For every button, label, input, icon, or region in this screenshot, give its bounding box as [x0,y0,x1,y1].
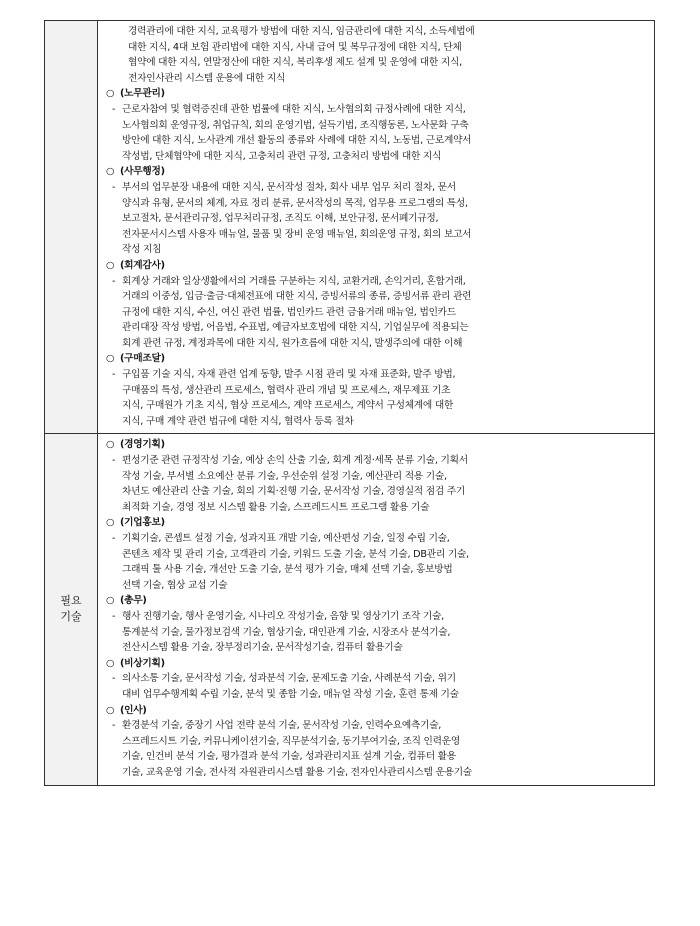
circle-bullet-icon: ○ [106,353,115,365]
section-heading [106,164,648,180]
table-row [45,434,655,785]
section-item [106,718,648,780]
text-line: 의사소통 기술, 문서작성 기술, 성과분석 기술, 문제도출 기술, 사례분석 기술, 위기 [122,673,456,685]
text-line: 기술, 교육운영 기술, 전사적 자원관리시스템 활용 기술, 전자인사관리시스템 운용기술 [122,766,472,778]
section [106,351,648,429]
dash-bullet: - [112,610,116,622]
section-title: (인사) [120,704,147,716]
circle-bullet-icon: ○ [106,595,115,607]
text-line: 콘텐츠 제작 및 관리 기술, 고객관리 기술, 키워드 도출 기술, 분석 기술, DB관리 기술, [122,548,469,560]
competency-table [44,20,655,786]
text-line: 양식과 유형, 문서의 체계, 자료 정리 분류, 문서작성의 목적, 업무용 프로그램의 특성, [122,197,468,209]
text-line: 보고절차, 문서관리규정, 업무처리규정, 조직도 이해, 보안규정, 문서폐기규정, [122,213,439,225]
text-line: 규정에 대한 지식, 수신, 여신 관련 법률, 법인카드 관련 금융거래 매뉴얼, 법인카드 [122,306,456,318]
text-line: 기획기술, 콘셉트 설정 기술, 성과지표 개발 기술, 예산편성 기술, 일정 수립 기술, [122,533,450,544]
section-item-text [122,274,648,352]
row-label-cell [45,434,98,785]
dash-bullet: - [112,275,116,287]
circle-bullet-icon: ○ [106,517,115,529]
row-content-cell [98,21,655,434]
text-line: 지식, 구매 계약 관련 법규에 대한 지식, 협력사 등록 절차 [122,415,354,427]
section-heading [106,437,648,453]
text-line: 선택 기술, 협상 교섭 기술 [122,579,228,591]
text-line: 차년도 예산관리 산출 기술, 회의 기획·진행 기술, 문서작성 기술, 경영실적 점검 주기 [122,486,466,498]
section [106,258,648,352]
section-heading [106,703,648,719]
section-item [106,274,648,352]
text-line: 방안에 대한 지식, 노사관계 개선 활동의 종류와 사례에 대한 지식, 노동법, 근로계약서 [122,135,472,147]
text-line: 통계분석 기술, 물가정보검색 기술, 협상기술, 대인관계 기술, 시장조사 분석기술, [122,626,451,638]
section-item [106,609,648,656]
section-heading [106,656,648,672]
section-title: (구매조달) [120,353,165,365]
dash-bullet: - [112,103,116,115]
text-line: 관리대장 작성 방법, 어음법, 수표법, 예금자보호법에 대한 지식, 기업실무에 적용되는 [122,322,469,334]
section-heading [106,515,648,531]
circle-bullet-icon: ○ [106,259,115,271]
circle-bullet-icon: ○ [106,657,115,669]
text-line: 환경분석 기술, 중장기 사업 전략 분석 기술, 문서작성 기술, 인력수요예측기술, [122,720,442,732]
dash-bullet: - [112,533,116,544]
text-line: 작성 기술, 부서별 소요예산 분류 기술, 우선순위 설정 기술, 예산관리 적용 기술, [122,470,447,482]
dash-bullet: - [112,673,116,685]
text-line: 최적화 기술, 경영 정보 시스템 활용 기술, 스프레드시트 프로그램 활용 기술 [122,501,430,513]
text-line: 회계상 거래와 일상생활에서의 거래를 구분하는 지식, 교환거래, 손익거리, 혼합거래, [122,275,466,287]
section-item-text [122,671,648,702]
text-line: 전산시스템 활용 기술, 장부정리기술, 문서작성기술, 컴퓨터 활용기술 [122,642,403,654]
section [106,86,648,164]
section [106,437,648,515]
section [106,703,648,781]
section-title: (노무관리) [120,88,165,100]
text-line: 지식, 구매원가 기초 지식, 협상 프로세스, 계약 프로세스, 계약서 구성체계에 대한 [122,400,454,412]
section-title: (사무행정) [120,166,165,178]
section-item [106,367,648,429]
text-line: 작성법, 단체협약에 대한 지식, 고충처리 관련 규정, 고충처리 방법에 대한 지식 [122,150,442,162]
dash-bullet: - [112,181,116,193]
text-line: 구매품의 특성, 생산관리 프로세스, 협력사 관리 개념 및 프로세스, 재무제표 기초 [122,384,451,396]
circle-bullet-icon: ○ [106,88,115,100]
text-line: 대한 지식, 4대 보험 관리법에 대한 지식, 사내 급여 및 복무규정에 대한 지식, 단체 [128,41,462,53]
section-item [106,671,648,702]
content-block [98,434,654,784]
text-line: 협약에 대한 지식, 연말정산에 대한 지식, 복리후생 제도 설계 및 운영에 대한 지식, [128,57,462,69]
text-line: 그래픽 툴 사용 기술, 개선안 도출 기술, 분석 평가 기술, 매체 선택 기술, 홍보방법 [122,564,453,576]
text-line: 전자인사관리 시스템 운용에 대한 지식 [128,72,286,84]
text-line: 편성기준 관련 규정작성 기술, 예상 손익 산출 기술, 회계 계정·세목 분류 기술, 기획서 [122,455,468,467]
section-title: (총무) [120,595,147,607]
section [106,515,648,593]
text-line: 회계 관련 규정, 계정과목에 대한 지식, 원가흐름에 대한 지식, 발생주의에 대한 이해 [122,337,463,349]
section [106,593,648,655]
section-item [106,531,648,593]
text-line: 대비 업무수행계획 수립 기술, 분석 및 종합 기술, 매뉴얼 작성 기술, 훈련 통제 기술 [122,688,459,700]
section-item-text [122,102,648,164]
text-line: 노사협의회 운영규정, 취업규칙, 회의 운영기법, 설득기법, 조직행동론, 노사문화 구축 [122,119,469,131]
section-title: (회계감사) [120,259,165,271]
text-line: 거래의 이중성, 입금·출금·대체전표에 대한 지식, 증빙서류의 종류, 증빙서류 관리 관련 [122,291,472,303]
table-row [45,21,655,434]
dash-bullet: - [112,720,116,732]
row-label-line: 기술 [60,610,82,624]
section-heading [106,593,648,609]
section-item [106,453,648,515]
text-line: 기술, 인건비 분석 기술, 평가결과 분석 기술, 성과관리지표 설계 기술, 컴퓨터 활용 [122,751,456,763]
text-line: 행사 진행기술, 행사 운영기술, 시나리오 작성기술, 음향 및 영상기기 조작 기술, [122,610,444,622]
circle-bullet-icon: ○ [106,166,115,178]
section-title: (경영기획) [120,439,165,451]
continued-text [106,24,648,86]
section-item-text [122,718,648,780]
text-line: 구입품 기술 지식, 자재 관련 업계 동향, 발주 시점 관리 및 자재 표준화, 발주 방법, [122,369,456,381]
row-content-cell [98,434,655,785]
section-item-text [122,531,648,593]
section-heading [106,86,648,102]
text-line: 부서의 업무분장 내용에 대한 지식, 문서작성 절차, 회사 내부 업무 처리 절차, 문서 [122,181,456,193]
text-line: 작성 지침 [122,244,162,256]
text-line: 전자문서시스템 사용자 매뉴얼, 물품 및 장비 운영 매뉴얼, 회의운영 규정, 회의 보고서 [122,228,472,240]
section-heading [106,258,648,274]
content-block [98,21,654,433]
section-title: (기업홍보) [120,517,165,529]
section [106,164,648,258]
section-item-text [122,180,648,258]
text-line: 스프레드시트 기술, 커뮤니케이션기술, 직무분석기술, 동기부여기술, 조직 인력운영 [122,735,460,747]
dash-bullet: - [112,369,116,381]
section-item-text [122,367,648,429]
row-label-line: 필요 [60,594,82,608]
circle-bullet-icon: ○ [106,704,115,716]
text-line: 근로자참여 및 협력증진데 관한 법률에 대한 지식, 노사협의회 규정사례에 대한 지식, [122,103,466,115]
section-item [106,102,648,164]
section-item-text [122,453,648,515]
section [106,656,648,703]
dash-bullet: - [112,455,116,467]
section-item [106,180,648,258]
text-line: 경력관리에 대한 지식, 교육평가 방법에 대한 지식, 임금관리에 대한 지식, 소득세법에 [128,26,475,37]
row-label-cell [45,21,98,434]
section-title: (비상기획) [120,657,165,669]
section-heading [106,351,648,367]
circle-bullet-icon: ○ [106,439,115,451]
section-item-text [122,609,648,656]
